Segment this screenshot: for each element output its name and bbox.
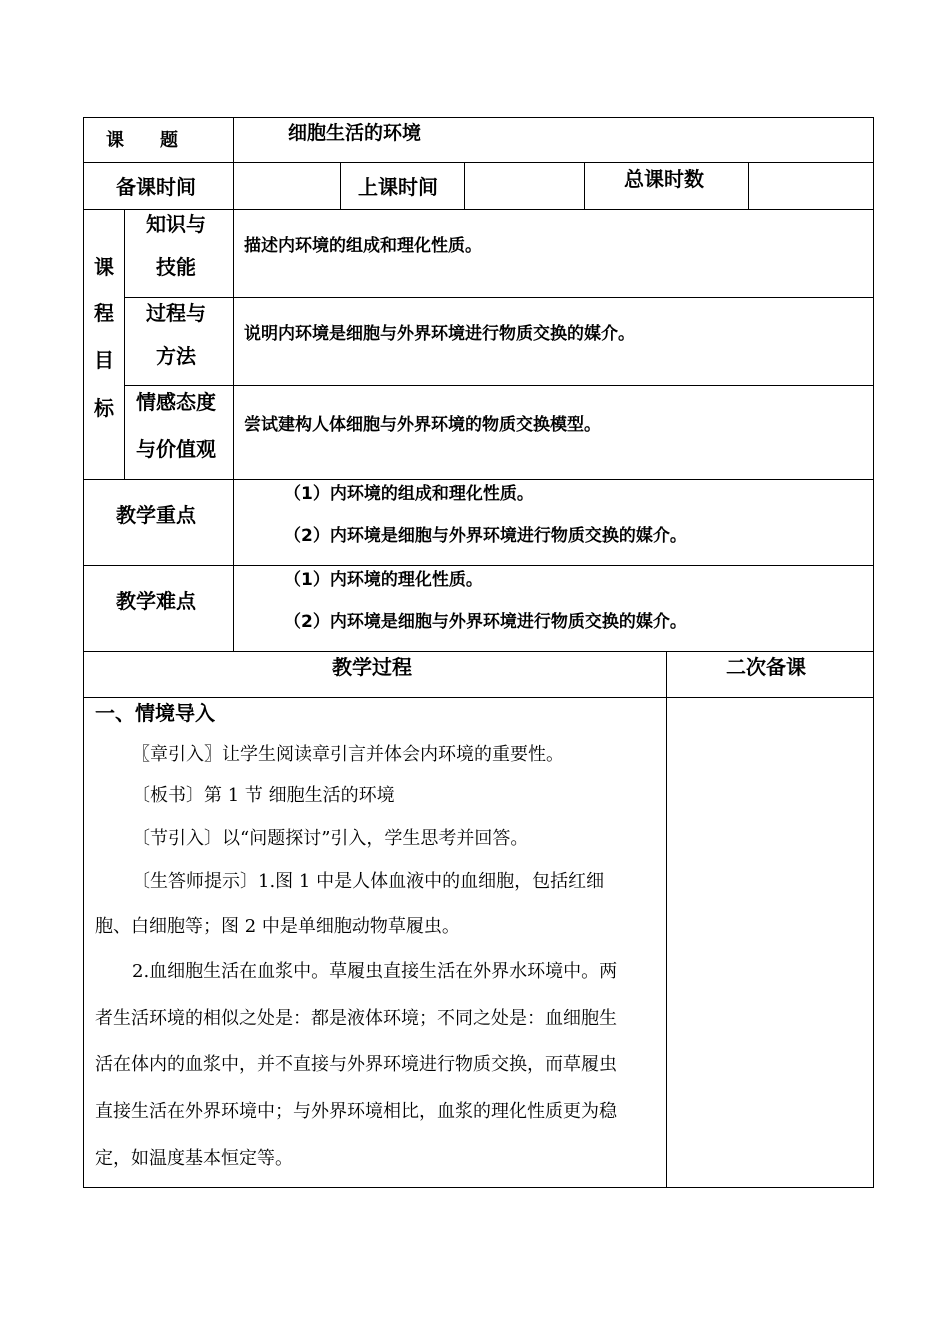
- key-points-label: 教学重点: [116, 503, 196, 527]
- section-title: 一、情境导入: [95, 701, 215, 725]
- goal-emotion-text: 尝试建构人体细胞与外界环境的物质交换模型。: [244, 415, 601, 435]
- process-line: 〖章引入〗让学生阅读章引言并体会内环境的重要性。: [132, 744, 564, 765]
- goal-emotion-label-2: 与价值观: [136, 437, 216, 461]
- process-header: 教学过程: [332, 655, 412, 679]
- process-line: 者生活环境的相似之处是：都是液体环境；不同之处是：血细胞生: [95, 1008, 617, 1029]
- goal-knowledge-label-2: 技能: [156, 255, 196, 279]
- difficult-point-item: （2）内环境是细胞与外界环境进行物质交换的媒介。: [284, 612, 687, 632]
- process-line: 活在体内的血浆中，并不直接与外界环境进行物质交换，而草履虫: [95, 1054, 617, 1075]
- process-line: 〔生答师提示〕1.图 1 中是人体血液中的血细胞，包括红细: [132, 871, 605, 892]
- goal-knowledge-label-1: 知识与: [146, 212, 206, 236]
- goal-emotion-label-1: 情感态度: [136, 390, 216, 414]
- class-time-label: 上课时间: [358, 175, 438, 199]
- topic-value: 细胞生活的环境: [288, 122, 422, 144]
- topic-label: 课 题: [106, 130, 178, 151]
- process-line: 直接生活在外界环境中；与外界环境相比，血浆的理化性质更为稳: [95, 1101, 617, 1122]
- goal-knowledge-text: 描述内环境的组成和理化性质。: [244, 236, 482, 256]
- key-point-item: （1）内环境的组成和理化性质。: [284, 484, 534, 504]
- process-line: 胞、白细胞等；图 2 中是单细胞动物草履虫。: [95, 916, 460, 937]
- lesson-plan-document: 课 题 细胞生活的环境 备课时间 上课时间 总课时数 课 程 目 标 知识与 技能 描述内环境的组成和理化性质。 过程与 方法 说明内环境是细胞与外界环境进行物质交换的媒介。 情感态度 与价值观 尝试建构人体细胞与外界环境的物质交换模型。 教学重点 （1）内环境的组成和理化性质。 （2）内环境是细胞与外界环境进行物质交换的媒介。 教学难点 （1）内环境的理化性质。 （2）内环境是细胞与外界环境进行物质交换的媒介。 教学过程 二次备课 一、情境导入 〖章引入〗让学生阅读章引言并体会内环境的重要性。 〔板书〕第 1 节 细胞生活的环境 〔节引入〕以“问题探讨”引入，学生思考并回答。 〔生答师提示〕1.图 1 中是人体血液中的血细胞，包括红细 胞、白细胞等；图 2 中是单细胞动物草履虫。 2.血细胞生活在血浆中。草履虫直接生活在外界水环境中。两 者生活环境的相似之处是：都是液体环境；不同之处是：血细胞生 活在体内的血浆中，并不直接与外界环境进行物质交换，而草履虫 直接生活在外界环境中；与外界环境相比，血浆的理化性质更为稳 定，如温度基本恒定等。: [0, 0, 950, 1342]
- process-line: 〔板书〕第 1 节 细胞生活的环境: [132, 785, 395, 806]
- secondary-notes-header: 二次备课: [726, 655, 806, 679]
- difficult-point-item: （1）内环境的理化性质。: [284, 570, 483, 590]
- process-line: 〔节引入〕以“问题探讨”引入，学生思考并回答。: [132, 828, 529, 849]
- prep-time-label: 备课时间: [116, 175, 196, 199]
- goal-process-label-2: 方法: [156, 344, 196, 368]
- total-hours-label: 总课时数: [624, 167, 704, 191]
- key-point-item: （2）内环境是细胞与外界环境进行物质交换的媒介。: [284, 526, 687, 546]
- process-line: 定，如温度基本恒定等。: [95, 1148, 293, 1169]
- process-line: 2.血细胞生活在血浆中。草履虫直接生活在外界水环境中。两: [132, 961, 618, 982]
- goal-process-text: 说明内环境是细胞与外界环境进行物质交换的媒介。: [244, 324, 635, 344]
- goal-process-label-1: 过程与: [146, 301, 206, 325]
- difficult-points-label: 教学难点: [116, 589, 196, 613]
